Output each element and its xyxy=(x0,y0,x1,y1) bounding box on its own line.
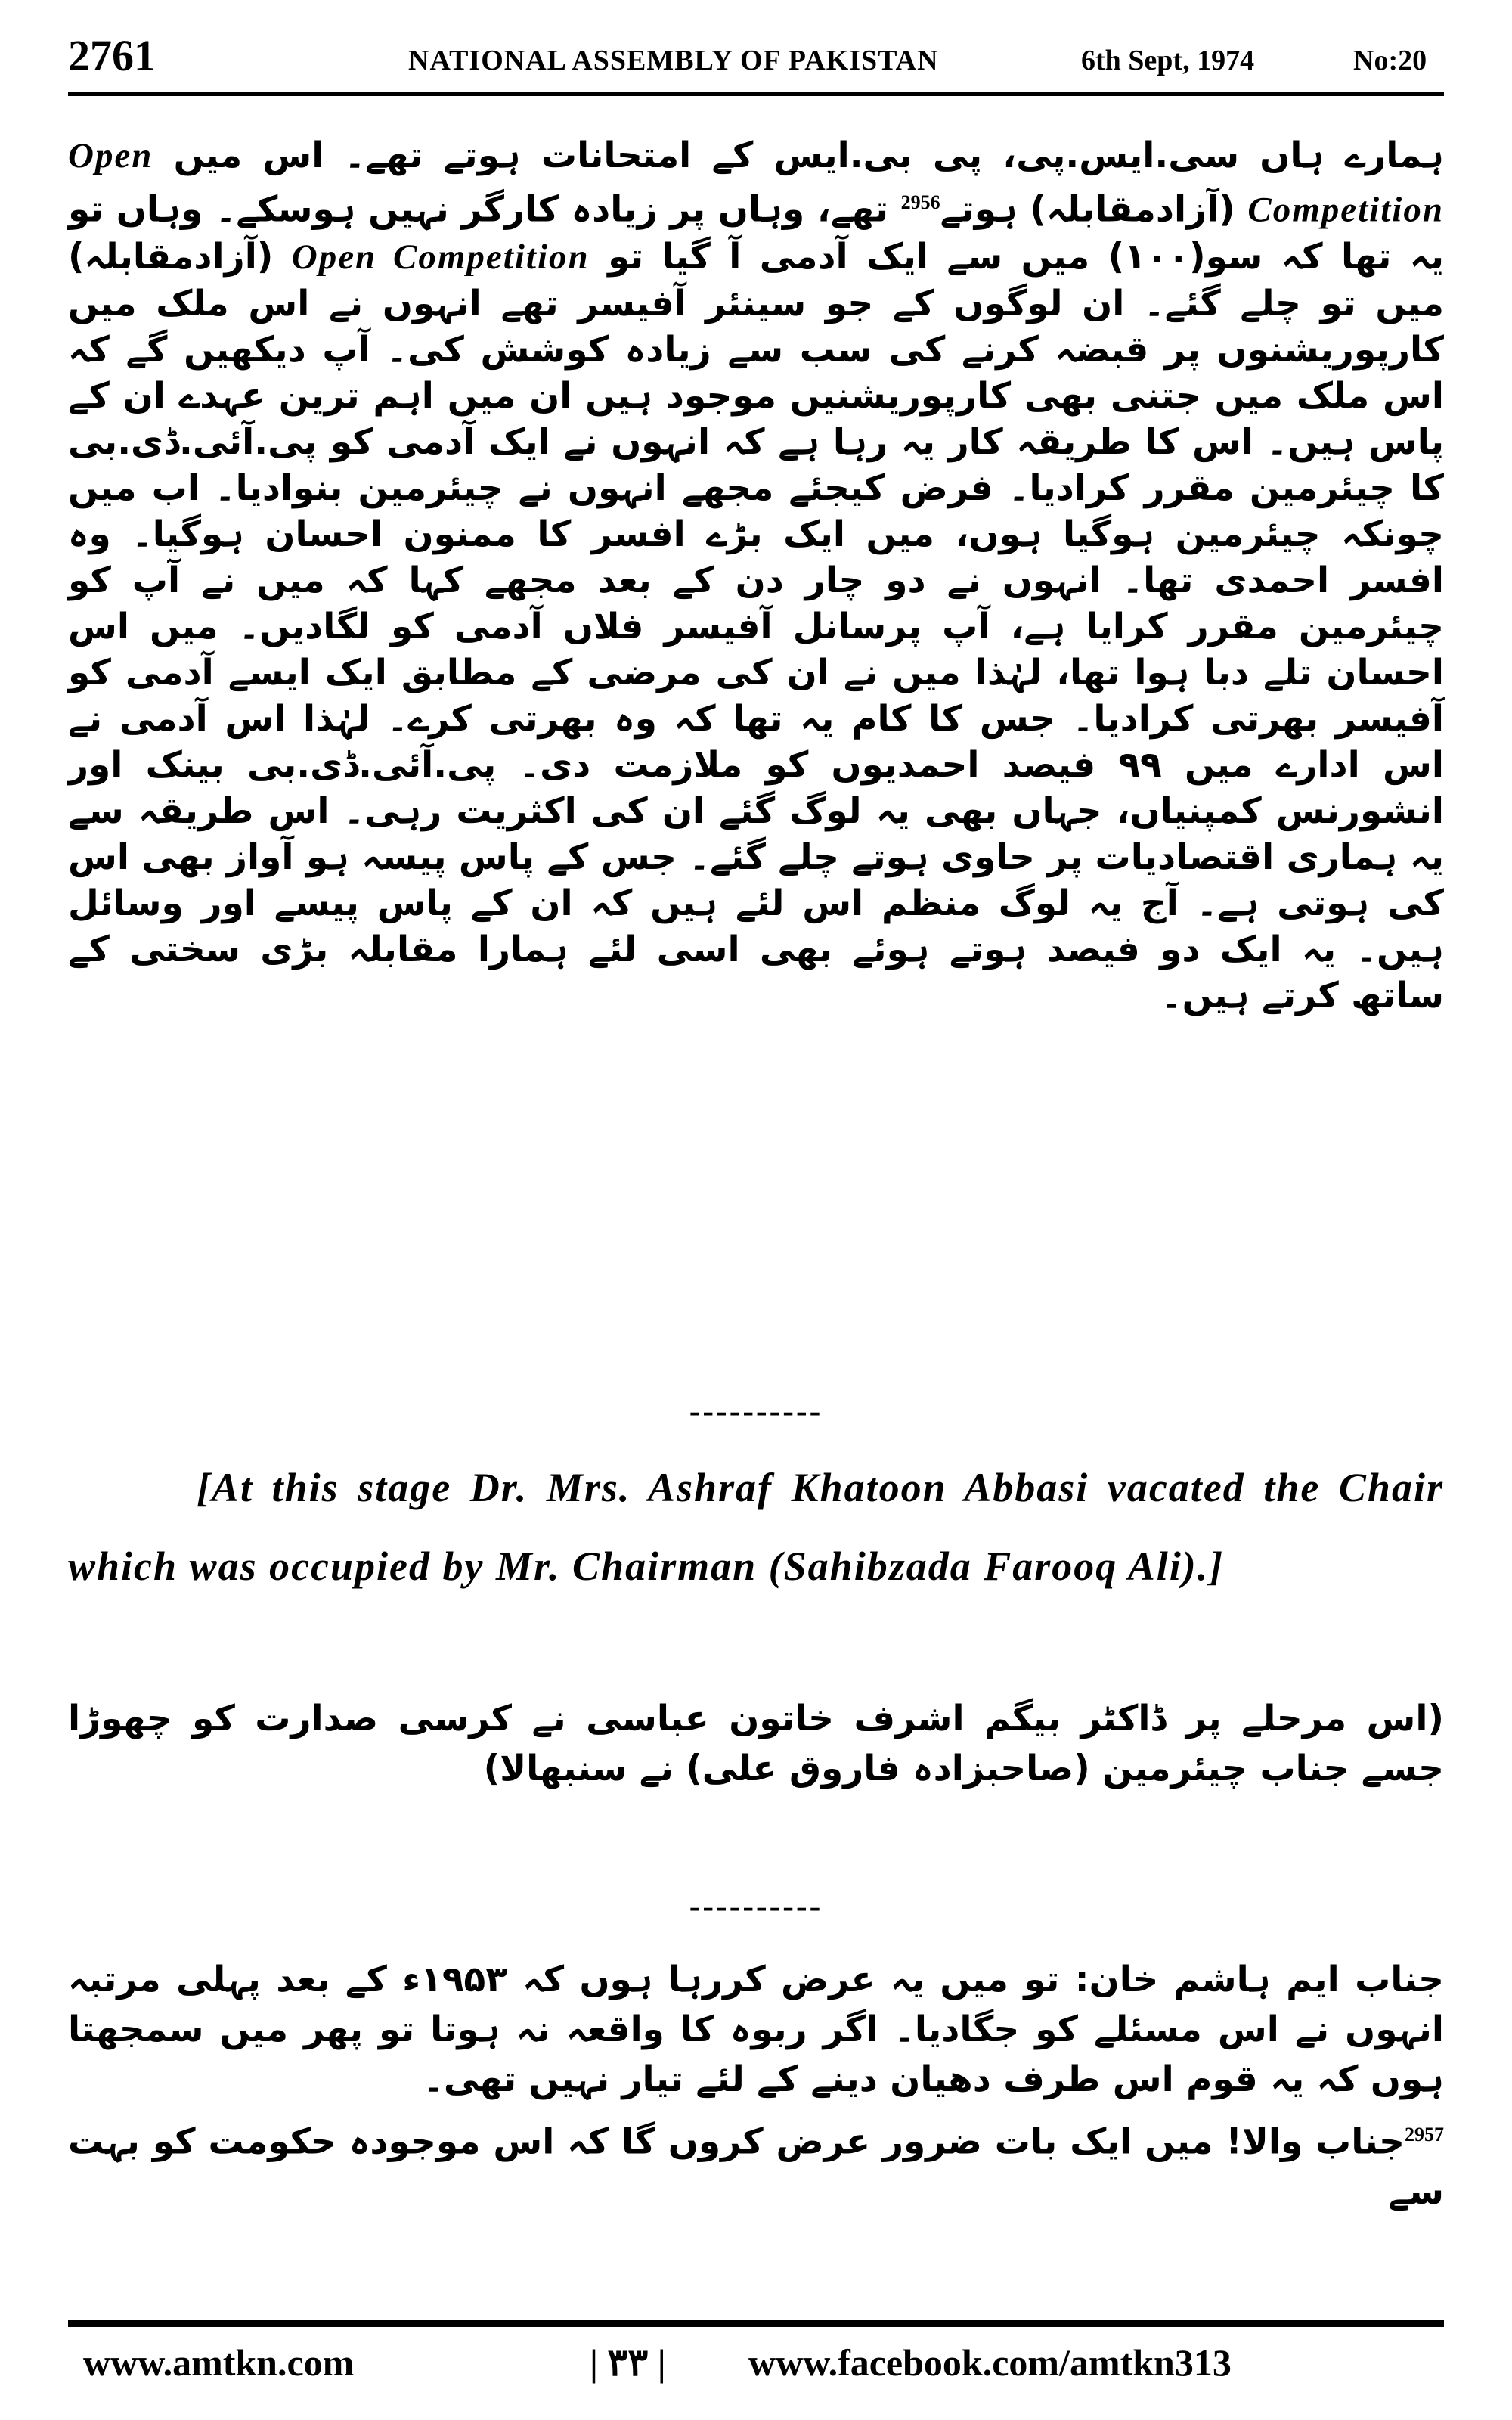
stage-direction: [At this stage Dr. Mrs. Ashraf Khatoon Abbasi vacated the Chair which was occupied by Mr. Chairman (Sahibzada Farooq Ali).] xyxy=(68,1465,1444,1589)
header-date: 6th Sept, 1974 xyxy=(1081,45,1255,76)
footer-website-link[interactable]: www.amtkn.com xyxy=(83,2341,355,2384)
urdu-text: جناب والا! میں ایک بات ضرور عرض کروں گا کہ اس موجودہ حکومت کو بہت سے xyxy=(68,2121,1444,2213)
footnote-marker: 2956 xyxy=(900,191,940,213)
section-divider: ---------- xyxy=(689,1392,823,1429)
page-footer xyxy=(68,2333,1444,2401)
footer-book-page: | ۳۳ | xyxy=(590,2341,666,2384)
page-number: 2761 xyxy=(68,31,156,80)
header-rule xyxy=(68,92,1444,96)
urdu-speech-paragraph: جناب ایم ہاشم خان: تو میں یہ عرض کررہا ہوں کہ ۱۹۵۳ء کے بعد پہلی مرتبہ انہوں نے اس مسئلے کو جگادیا۔ اگر ربوہ کا واقعہ نہ ہوتا تو پھر میں سمجھتا ہوں کہ یہ قوم اس طرف دھیان دینے کے لئے تیار نہیں تھی۔ xyxy=(68,1959,1445,2100)
urdu-main-paragraph xyxy=(68,132,1444,1019)
footer-rule xyxy=(68,2320,1444,2327)
english-term: Open Competition xyxy=(68,136,1444,230)
english-term: Open Competition xyxy=(291,237,590,277)
urdu-stage-note: (اس مرحلے پر ڈاکٹر بیگم اشرف خاتون عباسی نے کرسی صدارت کو چھوڑا جسے جناب چیئرمین (صاحبزادہ فاروق علی) نے سنبھالا) xyxy=(68,1698,1444,1789)
urdu-text: (آزادمقابلہ) میں تو چلے گئے۔ ان لوگوں کے جو سینئر آفیسر تھے انہوں نے اس ملک میں کارپوریشنوں پر قبضہ کرنے کی سب سے زیادہ کوشش کی۔ آپ دیکھیں گے کہ اس ملک میں جتنی بھی کارپوریشنیں موجود ہیں ان میں اہم ترین عہدے ان کے پاس ہیں۔ اس کا طریقہ کار یہ رہا ہے کہ انہوں نے ایک آدمی کو پی.آئی.ڈی.بی کا چیئرمین مقرر کرادیا۔ فرض کیجئے مجھے انہوں نے چیئرمین بنوادیا۔ اب میں چونکہ چیئرمین ہوگیا ہوں، میں ایک بڑے افسر کا ممنون احسان ہوگیا۔ وہ افسر احمدی تھا۔ انہوں نے دو چار دن کے بعد مجھے کہا کہ میں نے آپ کو چیئرمین مقرر کرایا ہے، آپ پرسانل آفیسر فلاں آدمی کو لگادیں۔ میں اس احسان تلے دبا ہوا تھا، لہٰذا میں نے ان کی مرضی کے مطابق ایک ایسے آدمی کو آفیسر بھرتی کرادیا۔ جس کا کام یہ تھا کہ وہ بھرتی کرے۔ لہٰذا اس آدمی نے اس ادارے میں ۹۹ فیصد احمدیوں کو ملازمت دی۔ پی.آئی.ڈی.بی بینک اور انشورنس کمپنیاں، جہاں بھی یہ لوگ گئے ان کی اکثریت رہی۔ اس طریقہ سے یہ ہماری اقتصادیات پر حاوی ہوتے چلے گئے۔ جس کے پاس پیسہ ہو آواز بھی اس کی ہوتی ہے۔ آج یہ لوگ منظم اس لئے ہیں کہ ان کے پاس پیسے اور وسائل ہیں۔ یہ ایک دو فیصد ہوتے ہوئے بھی اسی لئے ہمارا مقابلہ بڑی سختی کے ساتھ کرتے ہیں۔ xyxy=(68,235,1444,1016)
header-title: NATIONAL ASSEMBLY OF PAKISTAN xyxy=(408,45,939,76)
footer-facebook-link[interactable]: www.facebook.com/amtkn313 xyxy=(748,2341,1232,2384)
header-issue-number: No:20 xyxy=(1353,45,1427,76)
urdu-text: (آزادمقابلہ) ہوتے xyxy=(940,188,1235,231)
urdu-speech-continuation xyxy=(68,2110,1444,2217)
urdu-text: ہمارے ہاں سی.ایس.پی، پی بی.ایس کے امتحانات ہوتے تھے۔ اس میں xyxy=(173,135,1444,176)
page-header xyxy=(68,23,1444,98)
section-divider: ---------- xyxy=(689,1888,823,1925)
footnote-marker: 2957 xyxy=(1405,2124,1444,2145)
urdu-text: تھے، وہاں پر زیادہ کارگر نہیں ہوسکے۔ وہاں تو یہ تھا کہ سو(۱۰۰) میں سے ایک آدمی آ گیا تو xyxy=(68,188,1444,278)
